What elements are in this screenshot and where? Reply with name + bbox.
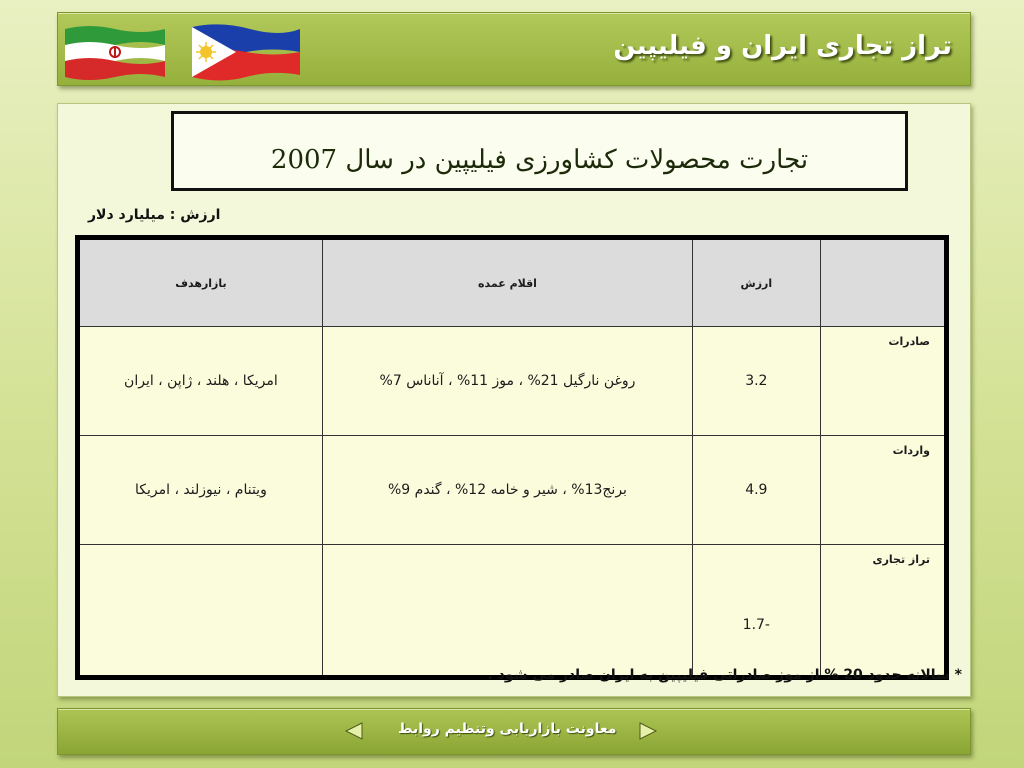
philippines-flag-icon <box>190 23 302 81</box>
iran-flag-icon <box>63 23 167 81</box>
cell-markets: امریکا ، هلند ، ژاپن ، ایران <box>78 327 323 436</box>
unit-label: ارزش : میلیارد دلار <box>88 207 221 223</box>
cell-row-label: تراز تجاری <box>820 545 946 678</box>
cell-value: 3.2 <box>693 327 820 436</box>
nav-label: معاونت بازاریابی وتنظیم روابط <box>398 721 617 737</box>
table-row-exports <box>78 327 947 436</box>
slide-title-box <box>171 111 908 191</box>
cell-items: برنج13% ، شیر و خامه 12% ، گندم 9% <box>322 436 692 545</box>
cell-items <box>322 545 692 678</box>
footnote: * سالانه حدود 20 % از موز صادراتی فیلیپین به ایران صادر می شود . <box>487 667 962 683</box>
cell-row-label: واردات <box>820 436 946 545</box>
header-value: ارزش <box>693 238 820 327</box>
table-row-imports <box>78 436 947 545</box>
header-label <box>820 238 946 327</box>
cell-value: 4.9 <box>693 436 820 545</box>
triangle-right-icon[interactable] <box>638 722 658 744</box>
header-bar <box>57 12 971 86</box>
page-title: تراز تجاری ایران و فیلیپین <box>613 31 952 61</box>
cell-items: روغن نارگیل 21% ، موز 11% ، آناناس 7% <box>322 327 692 436</box>
header-items: اقلام عمده <box>322 238 692 327</box>
triangle-left-icon[interactable] <box>344 722 364 744</box>
cell-markets <box>78 545 323 678</box>
header-markets: بازارهدف <box>78 238 323 327</box>
table-header-row <box>78 238 947 327</box>
cell-row-label: صادرات <box>820 327 946 436</box>
bottom-nav-bar <box>57 708 971 755</box>
slide-title: تجارت محصولات کشاورزی فیلیپین در سال 2007 <box>270 145 809 175</box>
content-panel <box>57 103 971 697</box>
cell-value: -1.7 <box>693 545 820 678</box>
table-row-balance <box>78 545 947 678</box>
cell-markets: ویتنام ، نیوزلند ، امریکا <box>78 436 323 545</box>
trade-table <box>75 235 949 680</box>
